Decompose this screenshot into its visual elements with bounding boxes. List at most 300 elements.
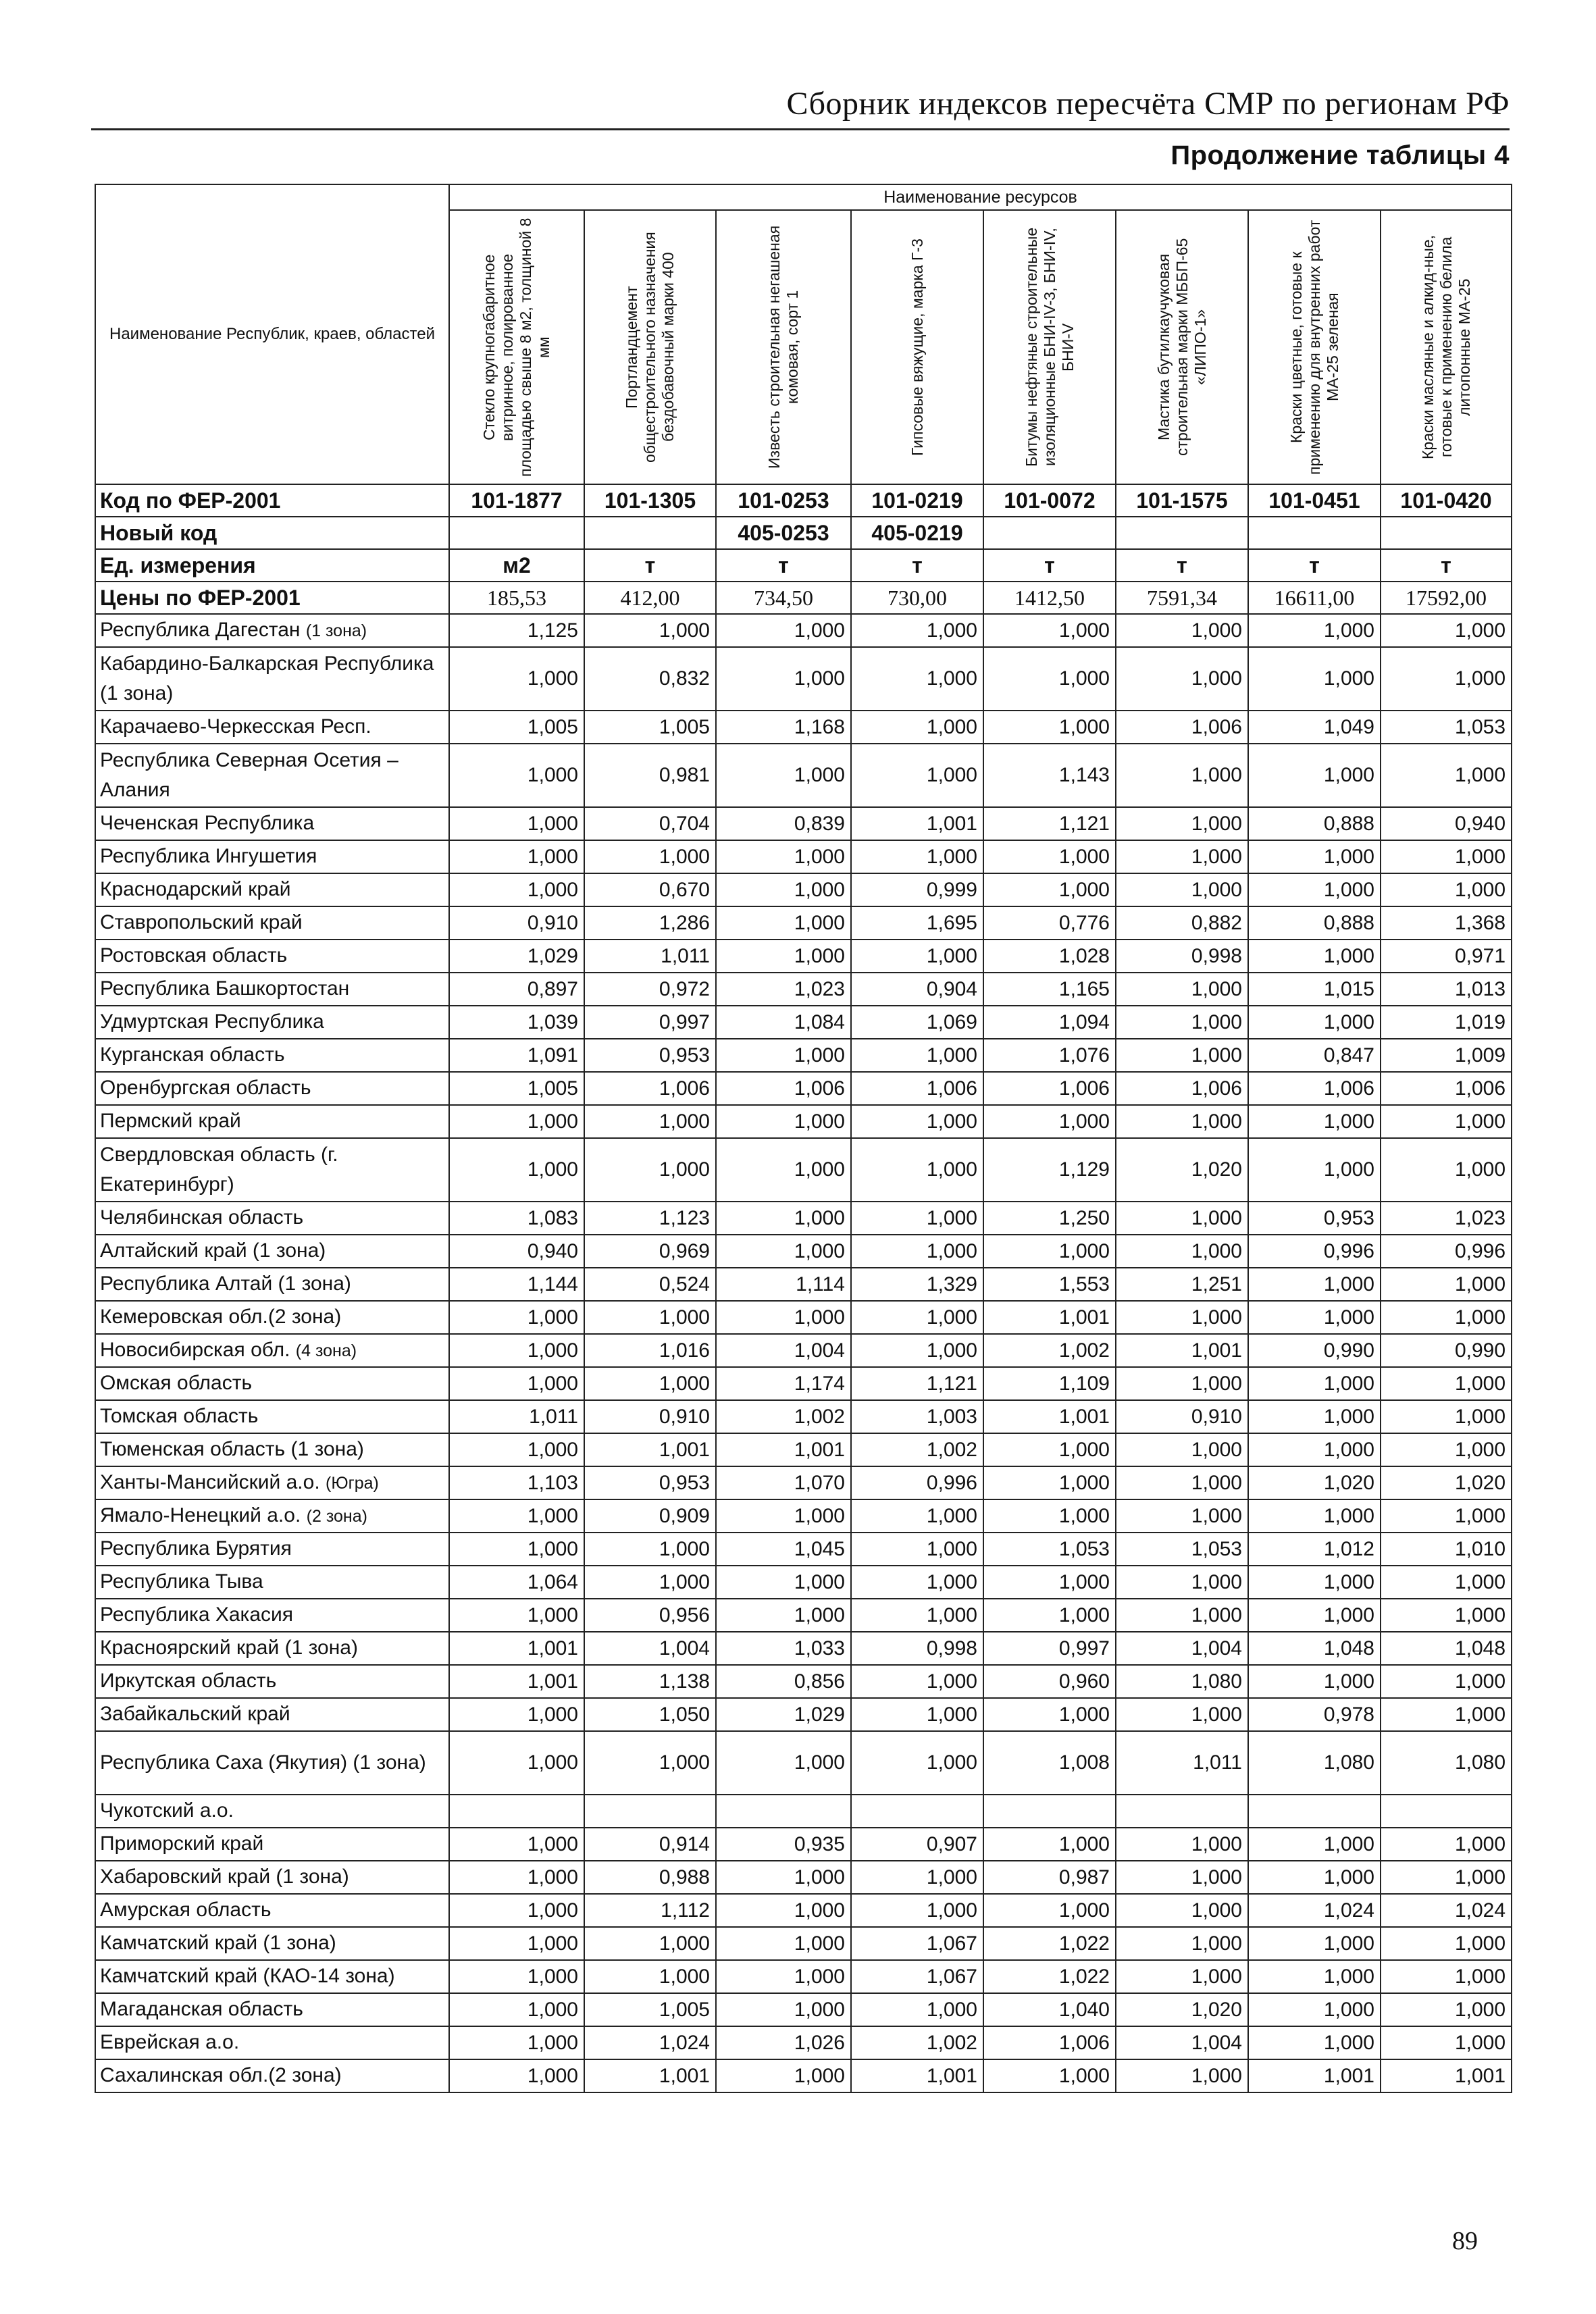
index-value-cell: 0,987 [983,1861,1116,1894]
table-row [95,744,1512,807]
index-value-cell: 1,000 [449,1301,584,1334]
index-value-cell: 1,004 [716,1334,851,1367]
index-value-cell: 0,897 [449,973,584,1006]
index-value-cell: 1,000 [1248,614,1381,647]
index-value-cell: 1,000 [449,1828,584,1861]
index-value-cell: 0,988 [584,1861,716,1894]
region-name-cell [95,1006,449,1039]
code-row [95,484,1512,517]
region-name-cell [95,1861,449,1894]
index-value-cell: 1,000 [851,1861,983,1894]
index-value-cell: 1,064 [449,1566,584,1599]
table-row [95,1993,1512,2026]
index-value-cell: 1,008 [983,1731,1116,1795]
index-value-cell: 1,000 [584,1927,716,1960]
index-value-cell [1248,1795,1381,1828]
index-value-cell: 1,000 [1116,1301,1248,1334]
index-value-cell: 1,000 [584,1960,716,1993]
resource-name: Портландцемент общестроительного назначения бездобавочный марки 400 [623,232,677,463]
index-value-cell: 1,000 [1116,1039,1248,1072]
index-value-cell: 0,969 [584,1235,716,1268]
index-value-cell: 1,000 [1248,1006,1381,1039]
region-name: Тюменская область (1 зона) [100,1438,364,1461]
index-value-cell: 1,003 [851,1400,983,1433]
index-value-cell: 1,000 [716,1105,851,1138]
index-value-cell: 1,000 [1381,1400,1512,1433]
index-value-cell: 1,000 [851,1993,983,2026]
index-value-cell: 1,000 [1381,873,1512,906]
region-name: Красноярский край (1 зона) [100,1637,358,1660]
index-value-cell: 1,000 [851,940,983,973]
region-name-cell [95,711,449,744]
table-row [95,1894,1512,1927]
table-row [95,1268,1512,1301]
index-value-cell: 1,022 [983,1927,1116,1960]
index-value-cell: 1,011 [449,1400,584,1433]
region-name: Камчатский край (1 зона) [100,1932,336,1955]
index-value-cell: 1,000 [584,1138,716,1202]
index-value-cell: 1,000 [1116,840,1248,873]
header-value-cell [449,517,584,549]
index-value-cell: 0,904 [851,973,983,1006]
index-value-cell: 0,910 [449,906,584,940]
index-value-cell: 0,882 [1116,906,1248,940]
region-name-cell [95,1433,449,1466]
index-value-cell [584,1795,716,1828]
region-name-cell [95,1566,449,1599]
index-value-cell: 1,000 [716,1894,851,1927]
header-value-cell: т [584,549,716,582]
region-name: Краснодарский край [100,878,291,901]
index-value-cell: 1,011 [1116,1731,1248,1795]
region-name: Ставропольский край [100,911,303,934]
header-value-cell [584,517,716,549]
row-label: Код по ФЕР-2001 [95,484,449,517]
index-value-cell: 1,000 [1248,1400,1381,1433]
region-name-cell [95,1795,449,1828]
index-value-cell: 1,000 [716,1927,851,1960]
table-row [95,1138,1512,1202]
header-value-cell: 101-1877 [449,484,584,517]
index-value-cell: 1,000 [1116,1006,1248,1039]
region-name: Иркутская область [100,1670,277,1693]
region-name: Забайкальский край [100,1703,290,1726]
index-value-cell: 0,953 [584,1039,716,1072]
region-name-cell [95,647,449,711]
index-value-cell: 1,000 [716,873,851,906]
index-value-cell: 1,553 [983,1268,1116,1301]
index-value-cell: 1,000 [1381,840,1512,873]
index-value-cell: 1,112 [584,1894,716,1927]
index-value-cell: 1,000 [716,1138,851,1202]
table-row [95,1731,1512,1795]
region-name-cell [95,1894,449,1927]
index-value-cell: 1,000 [851,1533,983,1566]
index-value-cell: 1,000 [851,614,983,647]
index-value-cell: 1,000 [851,1301,983,1334]
table-row [95,647,1512,711]
index-value-cell: 1,000 [1116,744,1248,807]
index-value-cell: 0,776 [983,906,1116,940]
index-value-cell: 1,000 [851,1566,983,1599]
index-value-cell: 1,000 [983,614,1116,647]
index-value-cell: 1,000 [449,1993,584,2026]
index-value-cell: 1,000 [449,1433,584,1466]
header-value-cell: 101-0451 [1248,484,1381,517]
index-value-cell: 1,006 [983,1072,1116,1105]
region-note: (1 зона) [305,621,367,641]
region-name-cell [95,1499,449,1533]
index-value-cell: 0,670 [584,873,716,906]
index-value-cell: 0,971 [1381,940,1512,973]
index-value-cell: 1,000 [716,906,851,940]
index-value-cell: 1,000 [449,744,584,807]
index-value-cell: 1,000 [1248,1433,1381,1466]
index-value-cell: 1,001 [1248,2059,1381,2092]
region-name-cell [95,1235,449,1268]
index-value-cell: 1,080 [1381,1731,1512,1795]
index-value-cell: 1,000 [449,807,584,840]
region-name-cell [95,1960,449,1993]
index-value-cell: 1,011 [584,940,716,973]
header-value-cell: 101-0072 [983,484,1116,517]
header-value-cell: 730,00 [851,582,983,614]
index-value-cell: 1,000 [449,1334,584,1367]
index-value-cell: 1,067 [851,1960,983,1993]
region-name-cell [95,906,449,940]
index-value-cell: 1,103 [449,1466,584,1499]
index-value-cell: 1,000 [1116,1433,1248,1466]
index-value-cell: 1,016 [584,1334,716,1367]
index-value-cell: 1,069 [851,1006,983,1039]
index-value-cell: 1,000 [983,1566,1116,1599]
region-name: Камчатский край (КАО-14 зона) [100,1965,395,1988]
table-row [95,614,1512,647]
index-value-cell: 1,286 [584,906,716,940]
index-value-cell: 1,002 [716,1400,851,1433]
index-value-cell: 1,028 [983,940,1116,973]
table-row [95,1828,1512,1861]
index-value-cell: 1,000 [851,1698,983,1731]
index-value-cell: 1,000 [716,1566,851,1599]
index-value-cell: 1,000 [983,840,1116,873]
header-value-cell: 734,50 [716,582,851,614]
header-value-cell: 17592,00 [1381,582,1512,614]
region-name-cell [95,744,449,807]
index-value-cell: 1,000 [584,1533,716,1566]
resource-name: Мастика бутилкаучуковая строительная марки МББП-65 «ЛИПО-1» [1154,238,1209,457]
index-value-cell: 1,002 [851,1433,983,1466]
index-value-cell: 0,914 [584,1828,716,1861]
index-value-cell: 1,001 [716,1433,851,1466]
index-value-cell: 1,000 [1116,614,1248,647]
index-value-cell: 1,000 [1248,1828,1381,1861]
index-value-cell: 1,123 [584,1202,716,1235]
index-value-cell: 1,001 [983,1301,1116,1334]
index-value-cell: 1,006 [983,2026,1116,2059]
index-value-cell: 1,006 [1248,1072,1381,1105]
resource-name: Гипсовые вяжущие, марка Г-3 [908,238,926,456]
index-value-cell: 1,000 [449,1599,584,1632]
index-value-cell: 1,004 [1116,2026,1248,2059]
index-value-cell: 1,023 [716,973,851,1006]
region-note: (Югра) [326,1474,379,1493]
region-name-cell [95,1698,449,1731]
index-value-cell: 1,000 [1381,1367,1512,1400]
index-value-cell: 0,935 [716,1828,851,1861]
region-name-cell [95,1334,449,1367]
index-value-cell: 0,956 [584,1599,716,1632]
index-value-cell: 0,524 [584,1268,716,1301]
index-value-cell: 1,005 [584,711,716,744]
region-name: Свердловская область (г. Екатеринбург) [100,1143,338,1195]
index-value-cell: 1,165 [983,973,1116,1006]
index-value-cell: 1,000 [1116,1499,1248,1533]
index-value-cell: 1,067 [851,1927,983,1960]
index-value-cell: 1,001 [449,1632,584,1665]
price-row [95,582,1512,614]
resource-name: Битумы нефтяные строительные изоляционные БНИ-IV-3, БНИ-IV, БНИ-V [1022,227,1077,467]
new-code-row [95,517,1512,549]
index-value-cell: 1,000 [1248,744,1381,807]
region-name: Курганская область [100,1044,285,1066]
index-value-cell: 1,368 [1381,906,1512,940]
index-value-cell: 1,000 [449,1698,584,1731]
table-row [95,1235,1512,1268]
index-value-cell: 1,020 [1381,1466,1512,1499]
region-name-cell [95,807,449,840]
index-value-cell: 1,024 [584,2026,716,2059]
continuation-title: Продолжение таблицы 4 [1170,140,1510,170]
index-value-cell: 1,000 [851,1235,983,1268]
header-value-cell: т [851,549,983,582]
index-value-cell: 1,001 [851,807,983,840]
index-value-cell: 1,251 [1116,1268,1248,1301]
index-value-cell: 1,000 [983,1235,1116,1268]
index-value-cell: 1,000 [716,1202,851,1235]
index-value-cell: 1,020 [1116,1993,1248,2026]
index-value-cell: 1,000 [716,2059,851,2092]
region-name-cell [95,940,449,973]
index-value-cell: 1,091 [449,1039,584,1072]
index-value-cell: 1,000 [1116,873,1248,906]
table-row [95,1202,1512,1235]
region-name: Чукотский а.о. [100,1799,234,1822]
index-value-cell: 1,000 [716,647,851,711]
index-value-cell: 1,000 [584,1731,716,1795]
page-number: 89 [1452,2227,1478,2255]
index-value-cell: 1,000 [1116,1566,1248,1599]
index-value-cell: 1,000 [851,1665,983,1698]
index-value-cell: 1,001 [584,1433,716,1466]
index-value-cell: 1,009 [1381,1039,1512,1072]
index-value-cell: 1,000 [851,1202,983,1235]
index-value-cell: 1,000 [983,1499,1116,1533]
header-value-cell: 101-0253 [716,484,851,517]
index-value-cell [716,1795,851,1828]
index-value-cell: 1,039 [449,1006,584,1039]
index-value-cell: 0,909 [584,1499,716,1533]
index-value-cell: 1,000 [983,1698,1116,1731]
index-value-cell: 1,000 [449,1138,584,1202]
region-name-cell [95,873,449,906]
region-name-cell [95,1533,449,1566]
index-value-cell: 1,000 [449,1894,584,1927]
header-value-cell: 101-0219 [851,484,983,517]
index-value-cell: 1,000 [1381,1499,1512,1533]
region-name: Еврейская а.о. [100,2031,240,2054]
index-value-cell: 1,109 [983,1367,1116,1400]
index-value-cell: 1,000 [449,1533,584,1566]
index-value-cell: 1,000 [1248,647,1381,711]
region-name-cell [95,1466,449,1499]
index-value-cell: 1,000 [1381,1138,1512,1202]
index-value-cell: 0,999 [851,873,983,906]
index-value-cell: 1,000 [716,1599,851,1632]
index-value-cell: 1,121 [983,807,1116,840]
index-value-cell: 0,990 [1381,1334,1512,1367]
index-value-cell: 1,000 [716,840,851,873]
index-value-cell: 1,000 [449,1731,584,1795]
index-value-cell: 1,000 [449,1105,584,1138]
index-value-cell: 1,000 [1381,1828,1512,1861]
index-value-cell: 1,000 [1381,1268,1512,1301]
resource-name: Краски цветные, готовые к применению для внутренних работ МА-25 зеленая [1287,220,1341,475]
header-value-cell: 405-0253 [716,517,851,549]
index-value-cell: 1,000 [1248,940,1381,973]
table-row [95,1698,1512,1731]
index-value-cell: 1,000 [1248,1268,1381,1301]
index-value-cell: 1,000 [1116,1927,1248,1960]
index-value-cell: 1,010 [1381,1533,1512,1566]
index-value-cell: 1,000 [1116,647,1248,711]
index-value-cell: 1,000 [1248,1993,1381,2026]
index-value-cell: 0,997 [584,1006,716,1039]
table-row [95,1599,1512,1632]
index-value-cell: 1,004 [584,1632,716,1665]
region-name: Республика Ингушетия [100,845,317,868]
region-name: Челябинская область [100,1206,304,1229]
index-value-cell: 1,129 [983,1138,1116,1202]
region-name: Кемеровская обл.(2 зона) [100,1306,342,1329]
index-value-cell: 1,000 [1381,1301,1512,1334]
index-value-cell: 1,000 [584,1301,716,1334]
region-name-cell [95,1138,449,1202]
row-label: Цены по ФЕР-2001 [95,582,449,614]
index-value-cell: 0,978 [1248,1698,1381,1731]
table-row [95,1533,1512,1566]
index-value-cell: 1,002 [851,2026,983,2059]
table-row [95,1367,1512,1400]
resource-column-header [1116,210,1248,484]
header-value-cell: т [983,549,1116,582]
index-value-cell: 1,000 [449,1367,584,1400]
region-note: (2 зона) [306,1507,367,1526]
region-name: Новосибирская обл. [100,1339,290,1362]
table-row [95,1861,1512,1894]
index-value-cell: 1,001 [983,1400,1116,1433]
table-row [95,1665,1512,1698]
index-value-cell: 1,004 [1116,1632,1248,1665]
index-value-cell: 1,000 [1381,647,1512,711]
index-value-cell: 1,029 [449,940,584,973]
resource-column-header [1381,210,1512,484]
index-value-cell: 1,000 [1381,1861,1512,1894]
header-value-cell: т [1116,549,1248,582]
index-value-cell: 1,000 [1248,873,1381,906]
region-name-cell [95,2059,449,2092]
index-value-cell: 0,953 [1248,1202,1381,1235]
index-value-cell: 1,005 [584,1993,716,2026]
index-value-cell: 1,015 [1248,973,1381,1006]
region-name-cell [95,840,449,873]
index-value-cell: 1,000 [1248,1566,1381,1599]
index-value-cell: 0,998 [1116,940,1248,973]
index-value-cell: 1,174 [716,1367,851,1400]
table-row [95,1301,1512,1334]
index-value-cell: 0,940 [449,1235,584,1268]
region-name-cell [95,1268,449,1301]
index-value-cell: 1,000 [449,873,584,906]
region-name-cell [95,1632,449,1665]
index-value-cell: 1,000 [716,1861,851,1894]
resource-name: Известь строительная негашеная комовая, сорт 1 [765,225,801,469]
index-value-cell: 0,888 [1248,807,1381,840]
index-value-cell: 1,000 [983,647,1116,711]
table-row [95,1039,1512,1072]
index-value-cell: 1,076 [983,1039,1116,1072]
index-value-cell: 1,000 [983,1466,1116,1499]
index-value-cell: 1,000 [716,940,851,973]
header-value-cell: м2 [449,549,584,582]
table-row [95,973,1512,1006]
table-row [95,1795,1512,1828]
index-value-cell: 1,695 [851,906,983,940]
index-value-cell: 0,998 [851,1632,983,1665]
region-name: Томская область [100,1405,259,1428]
region-name: Хабаровский край (1 зона) [100,1866,349,1888]
index-value-cell: 1,000 [1381,1665,1512,1698]
index-value-cell: 1,048 [1381,1632,1512,1665]
index-value-cell [851,1795,983,1828]
index-value-cell: 1,000 [1381,1599,1512,1632]
index-value-cell: 1,001 [449,1665,584,1698]
table-row [95,1927,1512,1960]
index-value-cell: 0,847 [1248,1039,1381,1072]
index-value-cell: 1,000 [1116,2059,1248,2092]
index-value-cell: 1,125 [449,614,584,647]
region-name: Республика Хакасия [100,1603,294,1626]
resources-header: Наименование ресурсов [449,184,1512,210]
header-value-cell: 1412,50 [983,582,1116,614]
index-value-cell: 1,033 [716,1632,851,1665]
index-value-cell: 1,000 [1116,1466,1248,1499]
index-value-cell: 1,000 [1116,1367,1248,1400]
index-value-cell: 1,000 [1116,1202,1248,1235]
index-value-cell: 1,000 [584,1105,716,1138]
index-value-cell: 1,000 [1116,1894,1248,1927]
resource-name: Стекло крупногабаритное витринное, полированное площадью свыше 8 м2, толщиной 8 мм [480,217,552,477]
index-value-cell: 1,000 [449,647,584,711]
index-value-cell: 1,006 [1116,1072,1248,1105]
region-name: Оренбургская область [100,1077,311,1100]
index-value-cell: 1,000 [1116,1105,1248,1138]
region-name: Омская область [100,1372,253,1395]
index-value-cell: 1,000 [851,1039,983,1072]
table-row [95,1105,1512,1138]
index-value-cell: 1,050 [584,1698,716,1731]
row-label: Новый код [95,517,449,549]
